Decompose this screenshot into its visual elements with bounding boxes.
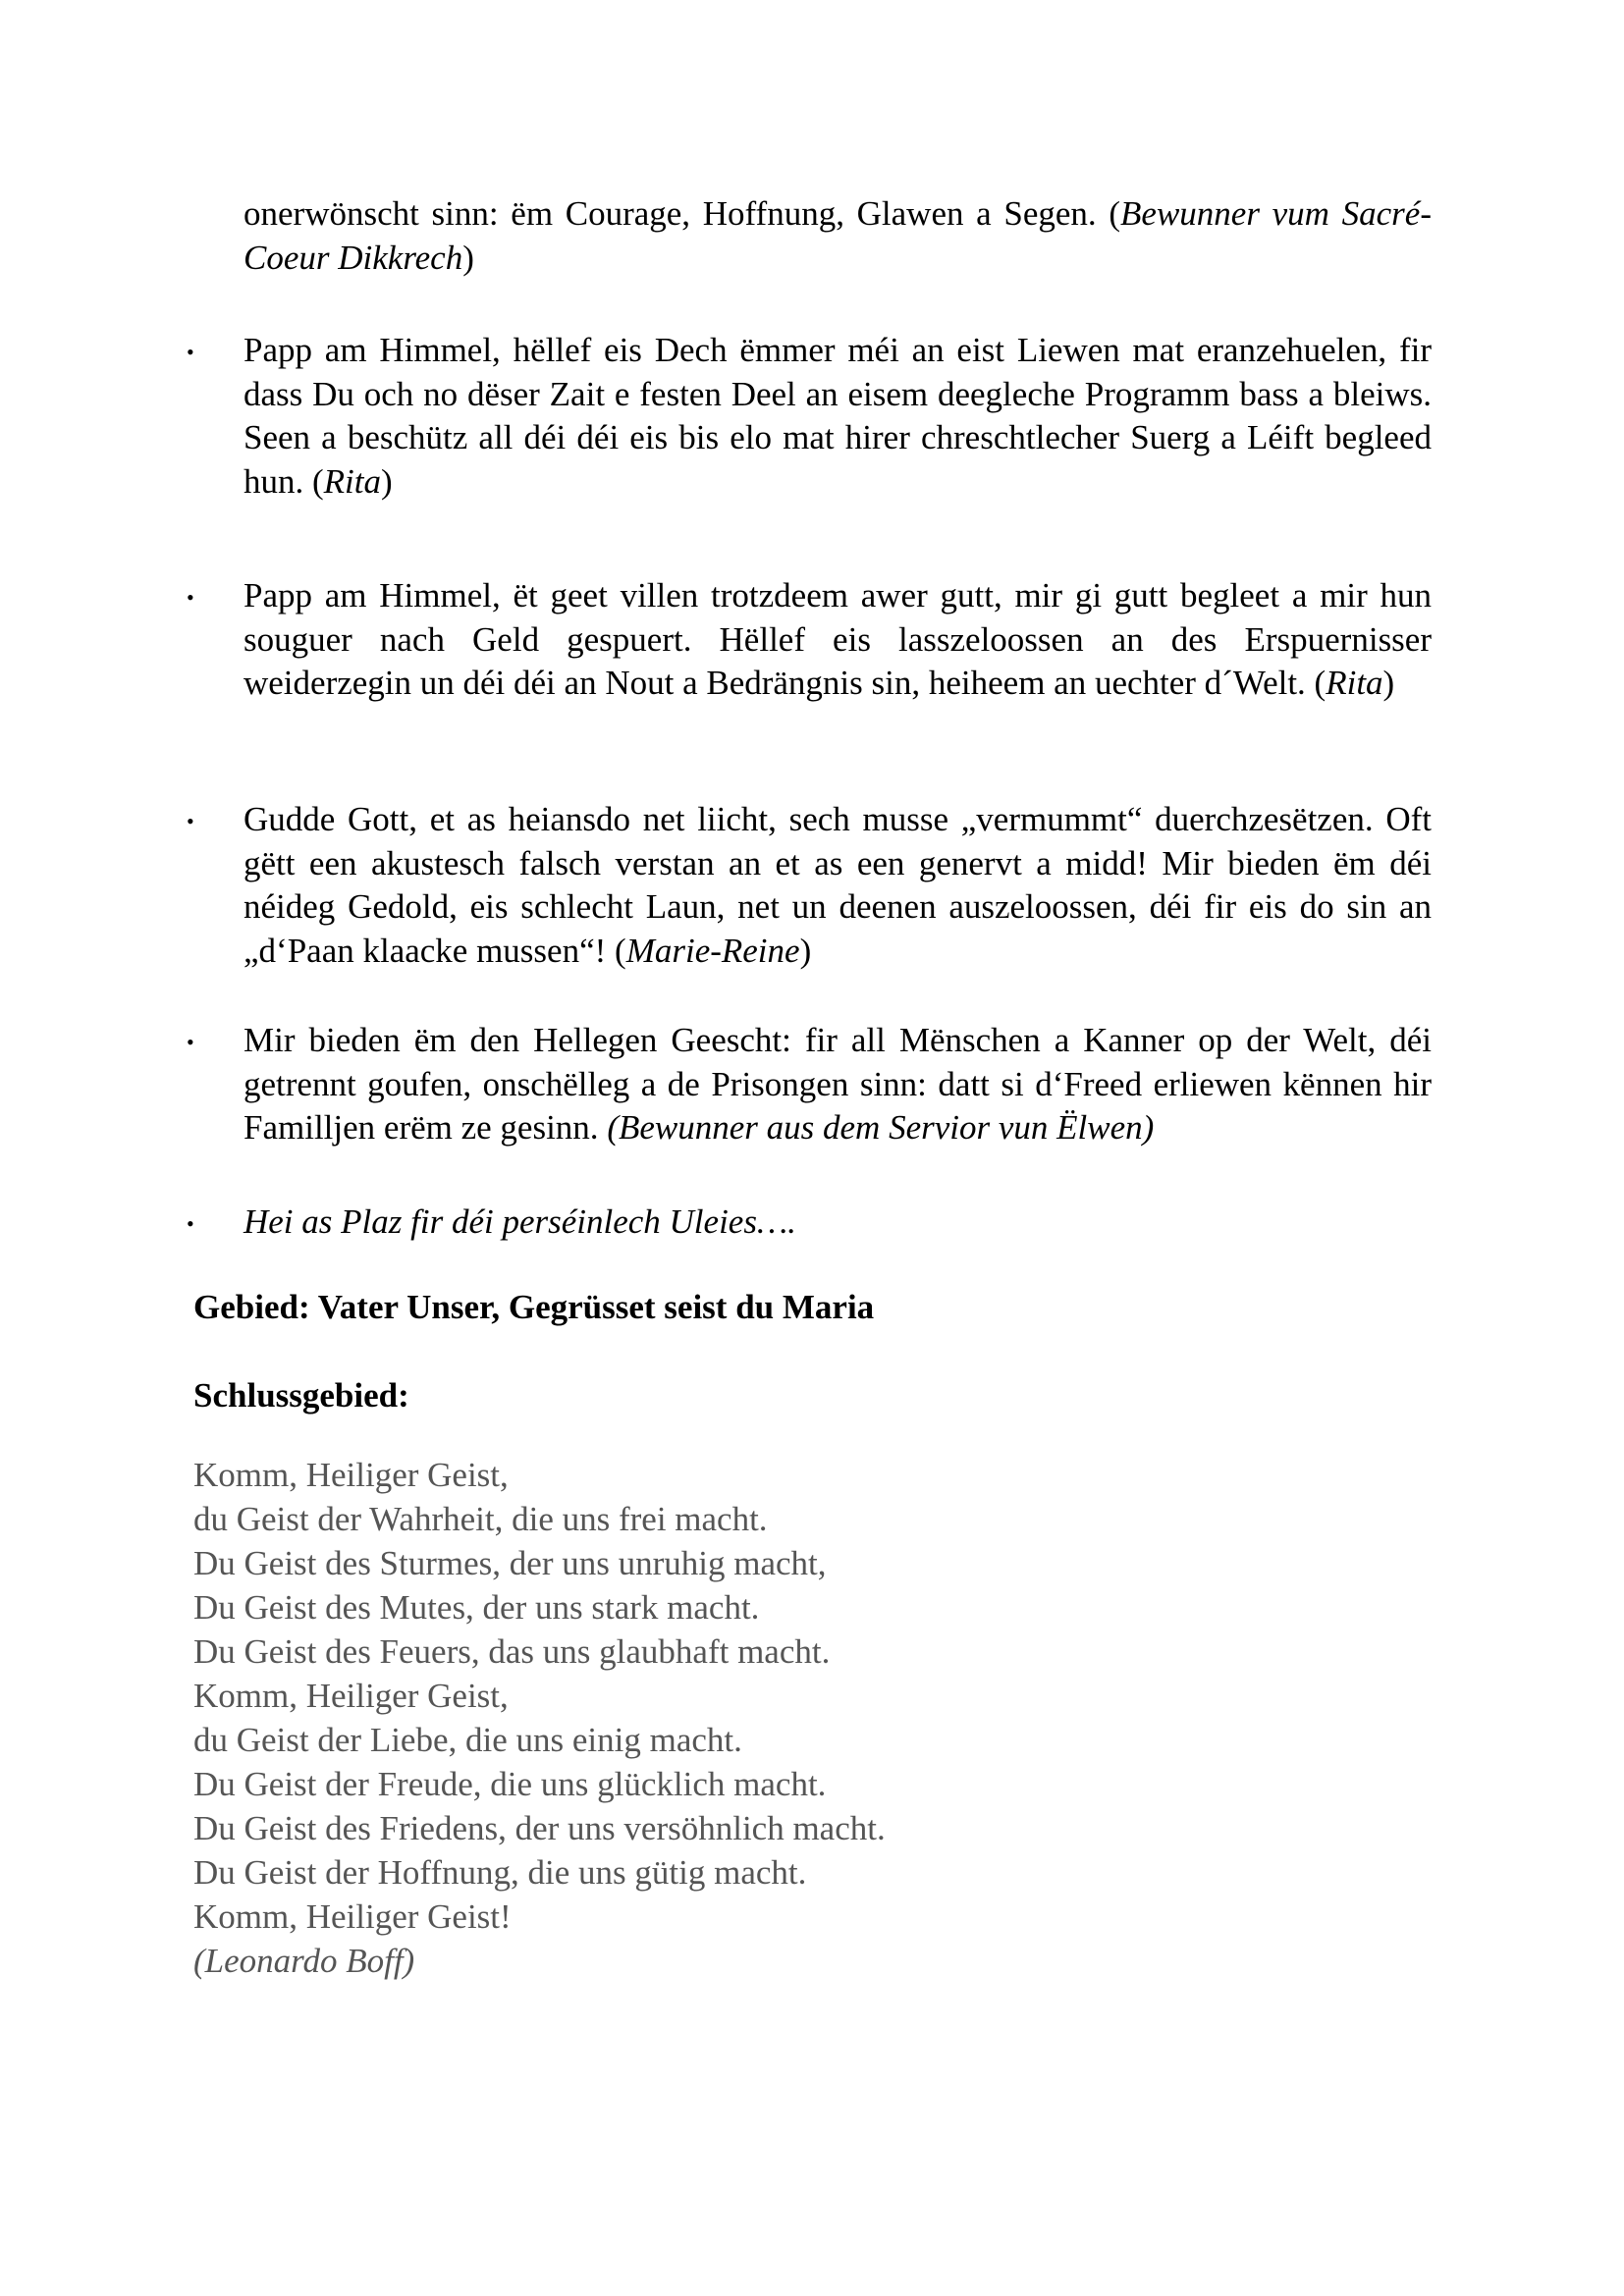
- poem-line: Komm, Heiliger Geist!: [193, 1897, 512, 1936]
- poem-line: du Geist der Liebe, die uns einig macht.: [193, 1721, 742, 1759]
- poem-line: Du Geist des Sturmes, der uns unruhig macht,: [193, 1544, 827, 1582]
- intention-close-2: ): [1382, 664, 1395, 702]
- intention-source-4: (Bewunner aus dem Servior vun Ëlwen): [607, 1108, 1155, 1147]
- intention-source-3: Marie-Reine: [625, 931, 800, 970]
- bullet-1: •: [187, 340, 194, 364]
- poem-line: Du Geist des Feuers, das uns glaubhaft macht.: [193, 1632, 831, 1671]
- poem-line: Komm, Heiliger Geist,: [193, 1677, 509, 1715]
- poem-line: Komm, Heiliger Geist,: [193, 1456, 509, 1494]
- intention-close-1: ): [380, 461, 393, 501]
- continuation-source: Bewunner vum Sacré-Coeur Dikkrech: [244, 194, 1432, 277]
- poem-line: Du Geist des Mutes, der uns stark macht.: [193, 1588, 760, 1627]
- continuation-close: ): [462, 238, 474, 277]
- intention-close-3: ): [799, 931, 812, 970]
- poem-line: Du Geist der Freude, die uns glücklich macht.: [193, 1765, 827, 1803]
- intention-source-5: Hei as Plaz fir déi perséinlech Uleies….: [244, 1202, 796, 1241]
- continuation-paragraph: [244, 192, 1432, 280]
- closing-prayer-heading: Schlussgebied:: [193, 1376, 409, 1415]
- bullet-2: •: [187, 585, 194, 610]
- bullet-4: •: [187, 1030, 194, 1054]
- intention-text-2: Papp am Himmel, ët geet villen trotzdeem awer gutt, mir gi gutt begleet a mir hun souguer nach Geld gespuert. Hëllef eis lasszeloossen an des Erspuernisser weiderzegin un déi déi an Nout a Bedrängnis sin, heiheem an uechter d´Welt. (: [244, 576, 1432, 702]
- intention-text-3: Gudde Gott, et as heiansdo net liicht, sech musse „vermummt“ duerchzesëtzen. Oft gëtt een akustesch falsch verstan an et as een genervt a midd! Mir bieden ëm déi néideg Gedold, eis schlecht Laun, net un deenen auszeloossen, déi fir eis do sin an „d‘Paan klaacke mussen“! (: [244, 800, 1432, 970]
- intention-text-1: Papp am Himmel, hëllef eis Dech ëmmer méi an eist Liewen mat eranzehuelen, fir dass Du och no dëser Zait e festen Deel an eisem deegleche Programm bass a bleiws. Seen a beschütz all déi déi eis bis elo mat hirer chreschtlecher Suerg a Léift begleed hun. (: [244, 331, 1432, 501]
- poem-author: (Leonardo Boff): [193, 1942, 415, 1980]
- intention-item-3: [244, 798, 1432, 973]
- closing-prayer-poem: [193, 1453, 886, 1983]
- bullet-5: •: [187, 1211, 194, 1236]
- continuation-text: onerwönscht sinn: ëm Courage, Hoffnung, Glawen a Segen. (: [244, 194, 1121, 233]
- intention-item-5: [244, 1201, 1432, 1245]
- intention-item-2: [244, 574, 1432, 706]
- poem-line: Du Geist der Hoffnung, die uns gütig macht.: [193, 1853, 807, 1892]
- intention-text-4: Mir bieden ëm den Hellegen Geescht: fir all Mënschen a Kanner op der Welt, déi getrennt goufen, onschëlleg a de Prisongen sinn: datt si d‘Freed erliewen kënnen hir Familljen erëm ze gesinn.: [244, 1021, 1432, 1147]
- poem-line: Du Geist des Friedens, der uns versöhnlich macht.: [193, 1809, 886, 1847]
- intention-source-2: Rita: [1326, 664, 1383, 702]
- poem-line: du Geist der Wahrheit, die uns frei macht.: [193, 1500, 768, 1538]
- intention-item-1: [244, 329, 1432, 504]
- bullet-3: •: [187, 809, 194, 833]
- prayer-heading: Gebied: Vater Unser, Gegrüsset seist du Maria: [193, 1288, 875, 1326]
- intention-source-1: Rita: [323, 461, 381, 501]
- intention-item-4: [244, 1019, 1432, 1150]
